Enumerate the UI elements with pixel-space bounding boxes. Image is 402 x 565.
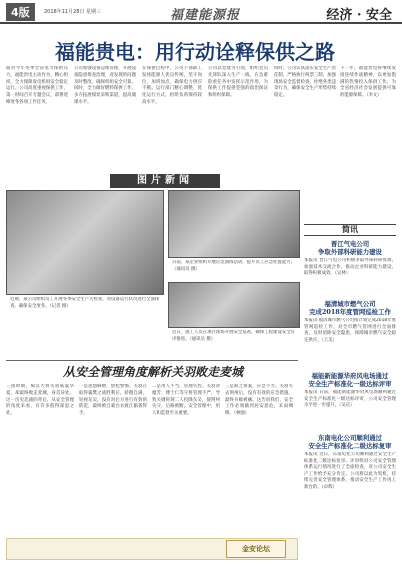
photo-news-banner: 图片新闻 [110, 174, 220, 188]
photo-caption: 近日，施工人员在项目现场开展安全巡查，确保工程建设安全有序推进。（通讯员 摄） [172, 330, 295, 342]
news-photo [6, 190, 164, 295]
photo-caption: 近期，某公司组织员工开展冬季安全生产大检查，对设备运行状况进行全面排查，确保安全度冬。（记者 摄） [10, 297, 160, 309]
brief-title: 晋江气电公司 争取外部科研能力建设 [318, 240, 382, 257]
paper-name: 福建能源报 [170, 8, 241, 23]
brief-title: 福清城市燃气公司 完成2018年度管网巡检工作 [309, 300, 391, 317]
lead-article-title: 福能贵电：用行动诠释保供之路 [55, 40, 335, 64]
briefs-heading: 简讯 [304, 224, 396, 236]
brief-body: 本报讯 福清城市燃气公司按计划完成2018年度管网巡检工作，对全市燃气管网进行全面排查，及时消除安全隐患，保障城市燃气安全稳定供应。（王美） [304, 318, 396, 343]
lead-article-column: 公司加强设备运维管理，开展设备隐患排查治理，对发现的问题及时整改，确保机组安全可靠。同时，全力做好燃料保供工作，多方拓展煤炭采购渠道，提高储煤水平。 [74, 66, 136, 106]
feature-title: 从安全管理角度解析关羽败走麦城 [62, 365, 243, 379]
feature-rule [6, 360, 298, 361]
feature-column: 三是缺乏预案，应急不力。关羽失去荆州后，没有有效的应急措施，最终兵败被擒。这告诉我们，安全工作必须做到居安思危，未雨绸缪。（林强） [225, 384, 293, 417]
brief-title: 东南电化公司顺利通过 安全生产标准化二级达标复审 [308, 434, 392, 451]
date-line: 2018年11月28日 星期三 [44, 9, 102, 15]
feature-column: 三国时期，蜀汉大将关羽威震华夏，却最终败走麦城，身首异处。这一历史悲剧的背后，从安全管理的角度来看，有许多值得深思之处。 [6, 384, 74, 417]
feature-column: 二是用人不当，管理失控。关羽对糜芳、傅士仁等守将管理不严，导致关键时刻二人投降东吴，使荆州失守，后路被断。安全管理中，用人和监督至关重要。 [152, 384, 220, 417]
lead-article-column: 公司以党建为引领，组织党员先锋队深入生产一线，在急难险重任务中发挥示范作用，为保供工作提供坚强的政治保证和组织保障。 [208, 66, 268, 99]
news-photo [168, 282, 300, 328]
brief-body: 本报讯 近日，东南电化公司顺利通过安全生产标准化二级达标复审。评审组对公司安全管理体系运行情况进行了全面检查，对公司安全生产工作给予充分肯定。公司将以此为契机，持续完善安全管理体系，推动安全生产工作再上新台阶。（卓辉） [304, 452, 396, 491]
brief-title: 福能新能源华府风电场通过 安全生产标准化一级达标评审 [308, 372, 392, 389]
brief-body: 本报讯 日前，福能新能源华府风电场顺利通过安全生产标准化一级达标评审，公司安全管理水平进一步提升。（吴庆） [304, 390, 396, 409]
brief-body: 本报讯 晋江气电公司积极争取外部科研资源，加强技术交流合作，推动企业科研能力建设，取得积极成效。（吴林） [304, 258, 396, 277]
news-photo [168, 190, 300, 258]
photo-caption: 日前，某企业组织开展应急演练活动，提升员工应急处置能力。（通讯员 摄） [172, 260, 295, 272]
section-name: 经济 · 安全 [326, 8, 392, 23]
column-logo: 金安论坛 [226, 540, 286, 558]
lead-article-column: 面对今年冬季全省电力保供压力，福能贵电主动作为，精心组织，全力保障发电机组安全稳定运行。公司高度重视保供工作，第一时间召开专题会议，部署迎峰度冬各项工作任务。 [6, 66, 68, 106]
lead-article-column: 同时，公司认真落实安全生产责任制，严格执行两票三制，加强现场安全监督检查，杜绝各类违章行为，确保安全生产形势持续稳定。 [274, 66, 336, 99]
masthead [0, 0, 402, 24]
lead-article-column: 在保供过程中，公司干部职工发扬能源人优良传统，坚守岗位，加班加点，确保电力供应不断。运行部门精心调整，优化运行方式，机组负荷保持较高水平。 [142, 66, 202, 106]
page-number: 4版 [6, 3, 35, 21]
feature-column: 一是思想麻痹，放松警惕。关羽在取得襄樊之战胜利后，骄傲自满，轻视东吴，没有对后方进行有效的防范，最终被吕蒙白衣渡江偷袭得手。 [79, 384, 147, 417]
lead-article-column: 下一步，福能贵电将继续发扬连续作战精神，以更加饱满的热情投入保供工作，为全省经济社会发展提供可靠的能源保障。（李文） [340, 66, 396, 99]
